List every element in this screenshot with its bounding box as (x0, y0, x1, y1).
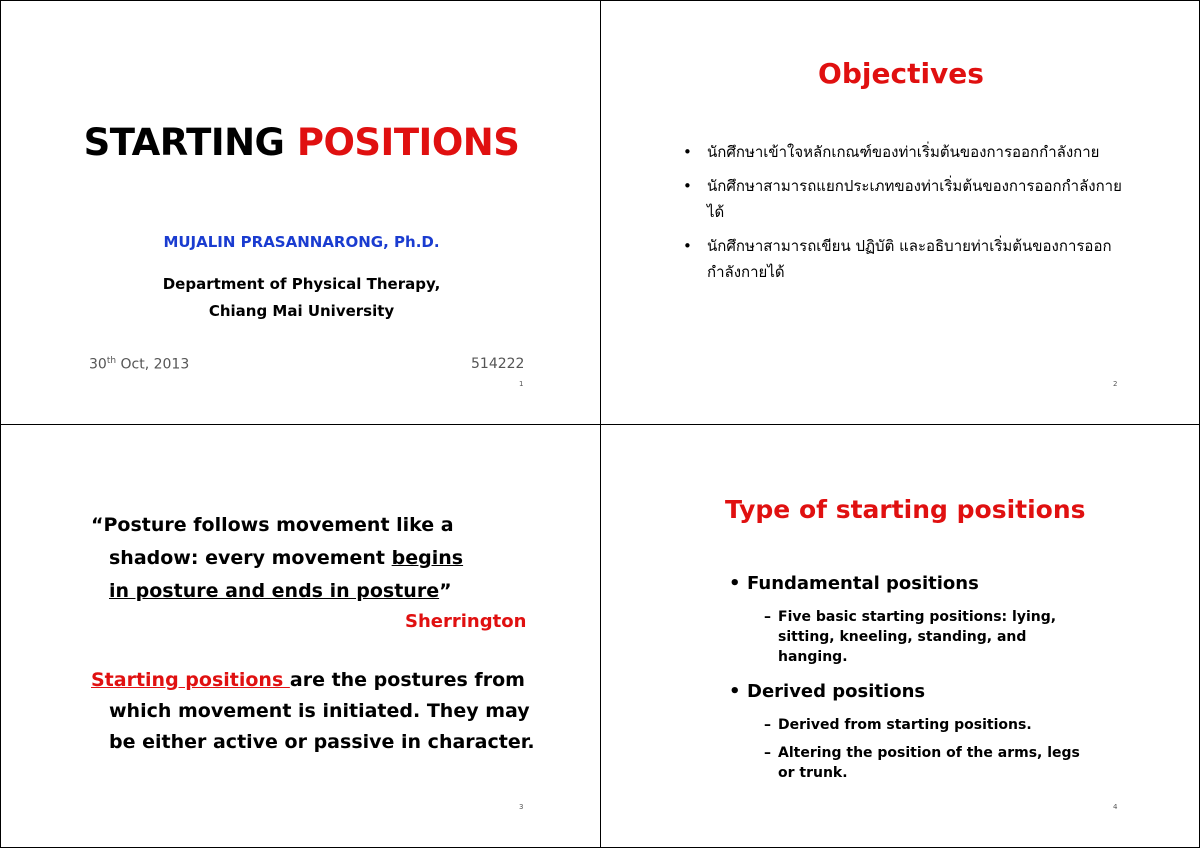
types-title: Type of starting positions (725, 495, 1086, 524)
course-code: 514222 (471, 356, 525, 372)
page-number-2: 2 (1113, 380, 1118, 388)
sub-item-text: Five basic starting positions: lying, sitting, kneeling, standing, and hanging. (778, 609, 1057, 665)
department-line-2: Chiang Mai University (208, 302, 395, 320)
bullet: • (683, 143, 692, 161)
objective-text: นักศึกษาเข้าใจหลักเกณฑ์ของท่าเริ่มต้นของการออกกำลังกาย (707, 143, 1100, 161)
derived-sub-item (764, 743, 1094, 783)
department (1, 271, 601, 325)
dash: – (764, 717, 771, 733)
bullet: • (729, 681, 741, 702)
page-number-3: 3 (519, 803, 524, 811)
presentation-date (89, 356, 189, 373)
dash: – (764, 609, 771, 625)
starting-positions-definition (91, 665, 551, 758)
category-derived (729, 681, 925, 702)
page-number-4: 4 (1113, 803, 1118, 811)
author-name: MUJALIN PRASANNARONG, Ph.D. (163, 233, 440, 251)
objectives-list (683, 139, 1123, 293)
objectives-title: Objectives (818, 57, 984, 90)
slide-3-quote (0, 424, 601, 848)
dash: – (764, 745, 771, 761)
derived-sub-item (764, 715, 1094, 735)
quote-line-3 (91, 575, 541, 608)
title-part-starting: STARTING (83, 121, 285, 164)
quote-attribution: Sherrington (405, 611, 527, 632)
quote-line-2 (91, 542, 541, 575)
sub-item-text: Derived from starting positions. (778, 717, 1032, 733)
department-line-1: Department of Physical Therapy, (162, 275, 441, 293)
objective-text: นักศึกษาสามารถแยกประเภทของท่าเริ่มต้นของการออกกำลังกายได้ (707, 177, 1122, 221)
date-month-year: Oct, 2013 (116, 356, 190, 373)
definition-line-3: be either active or passive in character. (109, 731, 535, 753)
slide-2-objectives (600, 0, 1200, 425)
sherrington-quote (91, 509, 541, 608)
slide-4-types (600, 424, 1200, 848)
category-fundamental (729, 573, 979, 594)
bullet: • (683, 177, 692, 195)
objective-item (683, 233, 1123, 285)
objective-text: นักศึกษาสามารถเขียน ปฏิบัติ และอธิบายท่าเริ่มต้นของการออกกำลังกายได้ (707, 237, 1112, 281)
objective-item (683, 139, 1123, 165)
category-label: Fundamental positions (747, 573, 979, 594)
date-suffix: th (106, 356, 117, 366)
definition-text: are the postures from (289, 669, 525, 691)
sub-item-text: Altering the position of the arms, legs or trunk. (778, 745, 1080, 781)
objective-item (683, 173, 1123, 225)
slide-1-title (0, 0, 601, 425)
definition-term: Starting positions (91, 669, 290, 691)
bullet: • (729, 573, 741, 594)
definition-line-2: which movement is initiated. They may (109, 700, 530, 722)
quote-line-1: “Posture follows movement like a (91, 514, 454, 536)
date-day: 30 (89, 356, 107, 373)
quote-underlined-posture: in posture and ends in posture (109, 580, 440, 602)
presentation-title (1, 121, 601, 164)
bullet: • (683, 237, 692, 255)
category-label: Derived positions (747, 681, 926, 702)
quote-text: shadow: every movement (109, 547, 392, 569)
quote-close-mark: ” (439, 580, 452, 602)
fundamental-sub-item (764, 607, 1094, 667)
quote-underlined-begins: begins (391, 547, 464, 569)
definition-line-1 (91, 665, 551, 696)
page-number-1: 1 (519, 380, 524, 388)
title-part-positions: POSITIONS (296, 121, 520, 164)
